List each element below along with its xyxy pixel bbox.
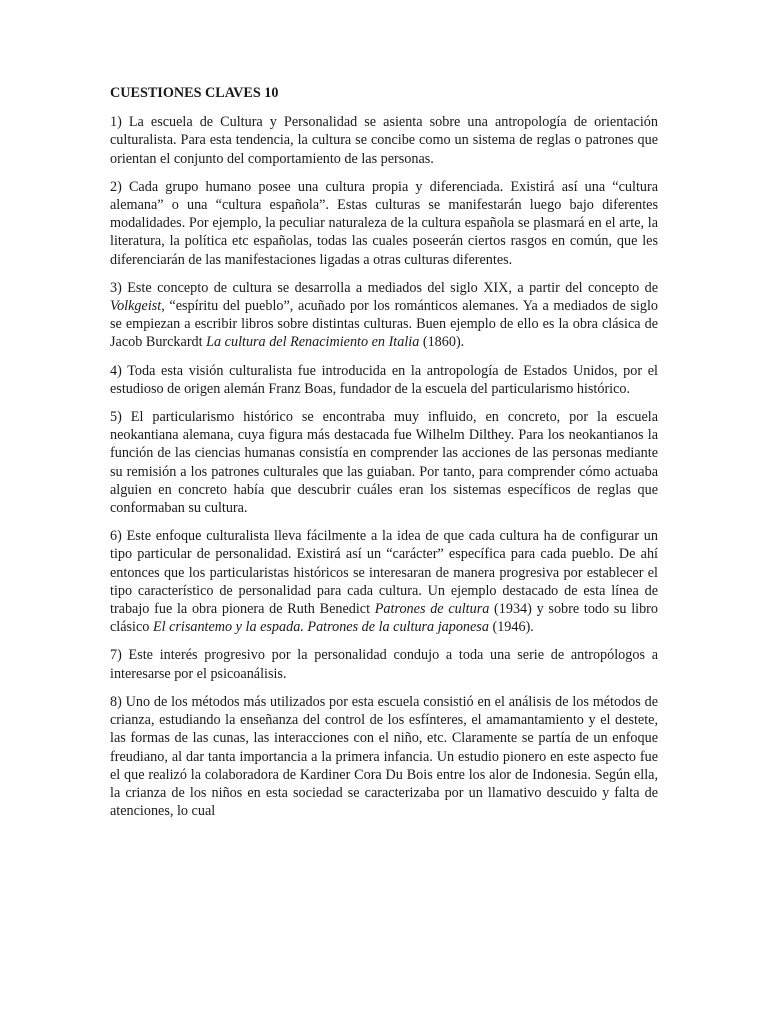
- paragraph-text: 4) Toda esta visión culturalista fue introducida en la antropología de Estados Unidos, por el estudioso de origen alemán Franz Boas, fundador de la escuela del particularismo histórico.: [110, 362, 658, 397]
- document-page: [110, 84, 658, 1024]
- paragraph: [110, 408, 658, 517]
- paragraph-text: (1946).: [488, 619, 534, 636]
- paragraph: [110, 693, 658, 820]
- paragraph: [110, 113, 658, 168]
- paragraph-text: , “espíritu del pueblo”, acuñado por los románticos alemanes. Ya a mediados de siglo se empiezan a escribir libros sobre distintas culturas. Buen ejemplo de ello es la obra clásica de Jacob Burckardt: [110, 298, 658, 351]
- paragraph-text: 1) La escuela de Cultura y Personalidad se asienta sobre una antropología de orientación culturalista. Para esta tendencia, la cultura se concibe como un sistema de reglas o patrones que orientan el conjunto del comportamiento de las personas.: [110, 114, 658, 167]
- paragraph: [110, 279, 658, 352]
- italic-text: La cultura del Renacimiento en Italia: [206, 334, 420, 351]
- document-body: [110, 113, 658, 820]
- paragraph-text: 7) Este interés progresivo por la personalidad condujo a toda una serie de antropólogos a interesarse por el psicoanálisis.: [110, 647, 658, 682]
- paragraph: [110, 178, 658, 269]
- paragraph-text: (1860).: [419, 334, 465, 351]
- paragraph-text: 8) Uno de los métodos más utilizados por esta escuela consistió en el análisis de los métodos de crianza, estudiando la enseñanza del control de los esfínteres, el amamantamiento y el destete, las formas de las cunas, las interacciones con el niño, etc. Claramente se partía de un enfoque freudiano, al dar tanta importancia a la primera infancia. Un estudio pionero en este aspecto fue el que realizó la colaboradora de Kardiner Cora Du Bois entre los alor de Indonesia. Según ella, la crianza de los niños en esta sociedad se caracterizaba por un llamativo descuido y falta de atenciones, lo cual: [110, 693, 658, 820]
- italic-text: Patrones de cultura: [374, 601, 490, 618]
- paragraph: [110, 646, 658, 682]
- paragraph: [110, 527, 658, 636]
- document-title: CUESTIONES CLAVES 10: [110, 85, 279, 101]
- paragraph: [110, 362, 658, 398]
- paragraph-text: 3) Este concepto de cultura se desarrolla a mediados del siglo XIX, a partir del concepto de: [110, 279, 658, 296]
- italic-text: Volkgeist: [110, 298, 162, 315]
- paragraph-text: 5) El particularismo histórico se encontraba muy influido, en concreto, por la escuela neokantiana alemana, cuya figura más destacada fue Wilhelm Dilthey. Para los neokantianos la función de las ciencias humanas consistía en comprender las acciones de las personas mediante su remisión a los patrones culturales que las guiaban. Por tanto, para comprender cómo actuaba alguien en concreto había que descubrir cuáles eran los sistemas específicos de reglas que conformaban su cultura.: [110, 409, 658, 517]
- paragraph-text: 2) Cada grupo humano posee una cultura propia y diferenciada. Existirá así una “cultura alemana” o una “cultura española”. Estas culturas se manifestarán luego bajo diferentes modalidades. Por ejemplo, la peculiar naturaleza de la cultura española se plasmará en el arte, la literatura, la política etc españolas, todas las cuales poseerán ciertos rasgos en común, que les diferenciarán de las manifestaciones ligadas a otras culturas diferentes.: [110, 178, 658, 268]
- italic-text: El crisantemo y la espada. Patrones de la cultura japonesa: [152, 619, 489, 636]
- paragraph-text: 6) Este enfoque culturalista lleva fácilmente a la idea de que cada cultura ha de configurar un tipo particular de personalidad. Existirá así un “carácter” específica para cada pueblo. De ahí entonces que los particularistas históricos se interesaran de manera progresiva por establecer el tipo característico de personalidad para cada cultura. Un ejemplo destacado de esta línea de trabajo fue la obra pionera de Ruth Benedict: [110, 528, 658, 618]
- paragraph-text: (1934) y sobre todo su libro clásico: [110, 601, 658, 636]
